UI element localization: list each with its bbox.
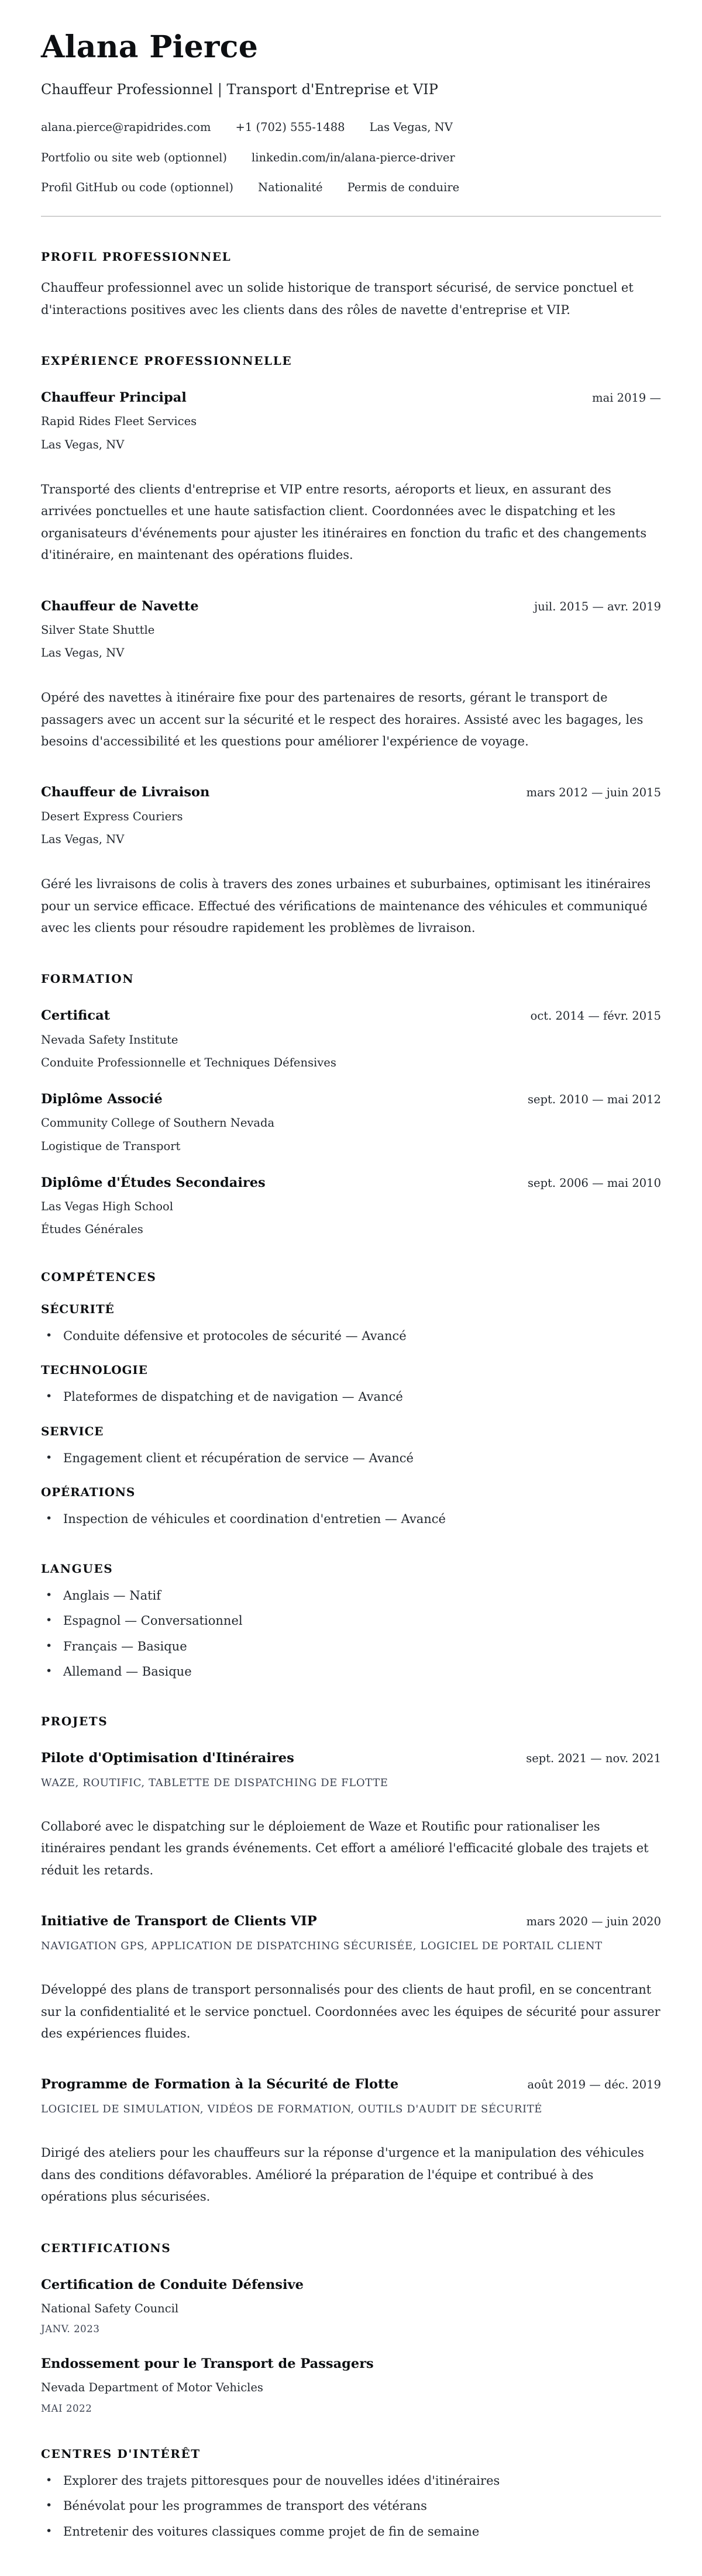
section-heading-competences: COMPÉTENCES — [41, 1269, 157, 1284]
certification-date: JANV. 2023 — [41, 2323, 100, 2335]
job-company: Desert Express Couriers — [41, 809, 183, 823]
project-dates: sept. 2021 — nov. 2021 — [526, 1751, 661, 1765]
profile-summary: Chauffeur professionnel avec un solide historique de transport sécurisé, de service ponctuel et d'interactions positives avec les clients dans des rôles de navette d'entreprise et VIP. — [41, 281, 634, 317]
project-tools: WAZE, ROUTIFIC, TABLETTE DE DISPATCHING DE FLOTTE — [41, 1776, 388, 1789]
project-description: Développé des plans de transport personnalisés pour des clients de haut profil, en se concentrant sur la confidentialité et le service ponctuel. Coordonnées avec les équipes de sécurité pour assurer des expériences fluides. — [41, 1983, 660, 2040]
resume-header — [41, 30, 661, 217]
skill-item: • Inspection de véhicules et coordination d'entretien — Avancé — [41, 1510, 661, 1529]
section-heading-experience: EXPÉRIENCE PROFESSIONNELLE — [41, 354, 292, 368]
interest-item: • Entretenir des voitures classiques comme projet de fin de semaine — [41, 2523, 661, 2542]
project-header — [41, 1750, 661, 1766]
skill-group — [41, 1302, 661, 1346]
project-entry — [41, 2076, 661, 2208]
location: Las Vegas, NV — [369, 120, 453, 134]
drivers-license: Permis de conduire — [347, 181, 460, 195]
section-heading-certifications: CERTIFICATIONS — [41, 2240, 171, 2255]
education-entry — [41, 1007, 661, 1070]
field-of-study: Conduite Professionnelle et Techniques Défensives — [41, 1055, 336, 1069]
skill-item: • Plateformes de dispatching et de navigation — Avancé — [41, 1388, 661, 1407]
interest-list — [41, 2472, 661, 2542]
project-entry — [41, 1913, 661, 2045]
language-item: • Anglais — Natif — [41, 1587, 661, 1605]
certification-entry — [41, 2356, 661, 2413]
education-entry — [41, 1091, 661, 1154]
certification-date: MAI 2022 — [41, 2402, 92, 2414]
certification-issuer: National Safety Council — [41, 2301, 179, 2315]
skill-list — [41, 1449, 661, 1468]
job-company: Silver State Shuttle — [41, 623, 155, 637]
section-competences — [41, 1270, 661, 1529]
skill-group-name: TECHNOLOGIE — [41, 1363, 148, 1377]
degree: Diplôme Associé — [41, 1092, 163, 1107]
job-header — [41, 784, 661, 800]
education-dates: sept. 2006 — mai 2010 — [528, 1176, 661, 1190]
section-experience — [41, 354, 661, 939]
education-entry — [41, 1175, 661, 1237]
section-heading-profile: PROFIL PROFESSIONNEL — [41, 250, 232, 264]
skill-list — [41, 1388, 661, 1407]
education-header — [41, 1175, 661, 1191]
certification-entry — [41, 2277, 661, 2335]
school: Community College of Southern Nevada — [41, 1116, 275, 1130]
skill-group — [41, 1363, 661, 1407]
job-header — [41, 598, 661, 614]
job-location: Las Vegas, NV — [41, 832, 125, 846]
skill-list — [41, 1510, 661, 1529]
contact-row-2 — [41, 150, 661, 165]
person-name: Alana Pierce — [41, 29, 259, 65]
language-list — [41, 1587, 661, 1681]
language-item: • Français — Basique — [41, 1638, 661, 1656]
project-title: Programme de Formation à la Sécurité de Flotte — [41, 2077, 399, 2092]
project-description: Dirigé des ateliers pour les chauffeurs sur la réponse d'urgence et la manipulation des véhicules dans des conditions défavorables. Amélioré la préparation de l'équipe et contribué à des opérations plus sécurisées. — [41, 2146, 644, 2204]
job-entry — [41, 784, 661, 939]
education-header — [41, 1007, 661, 1024]
job-dates: mai 2019 — — [592, 391, 661, 405]
github-placeholder: Profil GitHub ou code (optionnel) — [41, 181, 234, 195]
field-of-study: Logistique de Transport — [41, 1139, 181, 1153]
job-dates: juil. 2015 — avr. 2019 — [534, 599, 661, 613]
project-title: Initiative de Transport de Clients VIP — [41, 1914, 317, 1929]
skill-item: • Engagement client et récupération de service — Avancé — [41, 1449, 661, 1468]
contact-row-1 — [41, 120, 661, 134]
job-title: Chauffeur de Livraison — [41, 785, 210, 800]
skill-group-name: OPÉRATIONS — [41, 1485, 136, 1500]
section-langues — [41, 1562, 661, 1681]
interest-item: • Explorer des trajets pittoresques pour de nouvelles idées d'itinéraires — [41, 2472, 661, 2491]
project-description: Collaboré avec le dispatching sur le déploiement de Waze et Routific pour rationaliser les itinéraires pendant les grands événements. Cet effort a amélioré l'efficacité globale des trajets et réduit les retards. — [41, 1819, 649, 1877]
skill-group-name: SÉCURITÉ — [41, 1301, 115, 1316]
education-dates: oct. 2014 — févr. 2015 — [530, 1009, 661, 1023]
certification-name: Endossement pour le Transport de Passagers — [41, 2356, 374, 2372]
language-item: • Allemand — Basique — [41, 1663, 661, 1681]
skill-item: • Conduite défensive et protocoles de sécurité — Avancé — [41, 1327, 661, 1346]
section-heading-langues: LANGUES — [41, 1561, 113, 1576]
project-title: Pilote d'Optimisation d'Itinéraires — [41, 1750, 294, 1766]
field-of-study: Études Générales — [41, 1223, 143, 1237]
project-entry — [41, 1750, 661, 1881]
skill-group — [41, 1485, 661, 1529]
job-entry — [41, 389, 661, 566]
project-header — [41, 1913, 661, 1929]
phone: +1 (702) 555-1488 — [235, 120, 345, 134]
nationality: Nationalité — [258, 181, 323, 195]
header-divider — [41, 216, 661, 217]
section-heading-interets: CENTRES D'INTÉRÊT — [41, 2446, 201, 2461]
job-header — [41, 389, 661, 406]
project-tools: LOGICIEL DE SIMULATION, VIDÉOS DE FORMATION, OUTILS D'AUDIT DE SÉCURITÉ — [41, 2103, 543, 2116]
section-projets — [41, 1714, 661, 2208]
section-profile — [41, 250, 661, 321]
job-entry — [41, 598, 661, 753]
job-description: Opéré des navettes à itinéraire fixe pour des partenaires de resorts, gérant le transport de passagers avec un accent sur la sécurité et le respect des horaires. Assisté avec les bagages, les besoins d'accessibilité et les questions pour améliorer l'expérience de voyage. — [41, 690, 644, 749]
certification-issuer: Nevada Department of Motor Vehicles — [41, 2381, 263, 2395]
language-item: • Espagnol — Conversationnel — [41, 1612, 661, 1631]
degree: Diplôme d'Études Secondaires — [41, 1175, 266, 1191]
job-dates: mars 2012 — juin 2015 — [526, 786, 661, 800]
job-location: Las Vegas, NV — [41, 437, 125, 451]
education-header — [41, 1091, 661, 1107]
job-title: Chauffeur de Navette — [41, 598, 199, 614]
job-description: Transporté des clients d'entreprise et VIP entre resorts, aéroports et lieux, en assurant des arrivées ponctuelles et une haute satisfaction client. Coordonnées avec le dispatching et les organisateurs d'événements pour ajuster les itinéraires en fonction du trafic et des changements d'itinéraire, en maintenant des opérations fluides. — [41, 482, 647, 562]
school: Las Vegas High School — [41, 1200, 173, 1214]
interest-item: • Bénévolat pour les programmes de transport des vétérans — [41, 2497, 661, 2516]
degree: Certificat — [41, 1008, 111, 1024]
section-heading-formation: FORMATION — [41, 972, 135, 986]
project-dates: août 2019 — déc. 2019 — [527, 2078, 661, 2092]
section-formation — [41, 972, 661, 1237]
skill-group-name: SERVICE — [41, 1424, 104, 1438]
linkedin: linkedin.com/in/alana-pierce-driver — [251, 150, 455, 164]
job-title: Chauffeur Principal — [41, 390, 187, 406]
school: Nevada Safety Institute — [41, 1033, 178, 1047]
section-interets — [41, 2447, 661, 2542]
portfolio-placeholder: Portfolio ou site web (optionnel) — [41, 150, 227, 164]
contact-row-3 — [41, 180, 661, 195]
job-company: Rapid Rides Fleet Services — [41, 415, 197, 429]
skill-list — [41, 1327, 661, 1346]
section-certifications — [41, 2241, 661, 2414]
section-heading-projets: PROJETS — [41, 1714, 108, 1728]
project-header — [41, 2076, 661, 2092]
certification-name: Certification de Conduite Défensive — [41, 2277, 304, 2292]
skill-group — [41, 1424, 661, 1468]
job-description: Géré les livraisons de colis à travers des zones urbaines et suburbaines, optimisant les itinéraires pour un service efficace. Effectué des vérifications de maintenance des véhicules et communiqué avec les clients pour résoudre rapidement les problèmes de livraison. — [41, 877, 651, 935]
professional-title: Chauffeur Professionnel | Transport d'Entreprise et VIP — [41, 81, 438, 98]
job-location: Las Vegas, NV — [41, 645, 125, 659]
project-dates: mars 2020 — juin 2020 — [526, 1915, 661, 1929]
email: alana.pierce@rapidrides.com — [41, 120, 211, 134]
project-tools: NAVIGATION GPS, APPLICATION DE DISPATCHING SÉCURISÉE, LOGICIEL DE PORTAIL CLIENT — [41, 1940, 603, 1953]
education-dates: sept. 2010 — mai 2012 — [528, 1093, 661, 1107]
